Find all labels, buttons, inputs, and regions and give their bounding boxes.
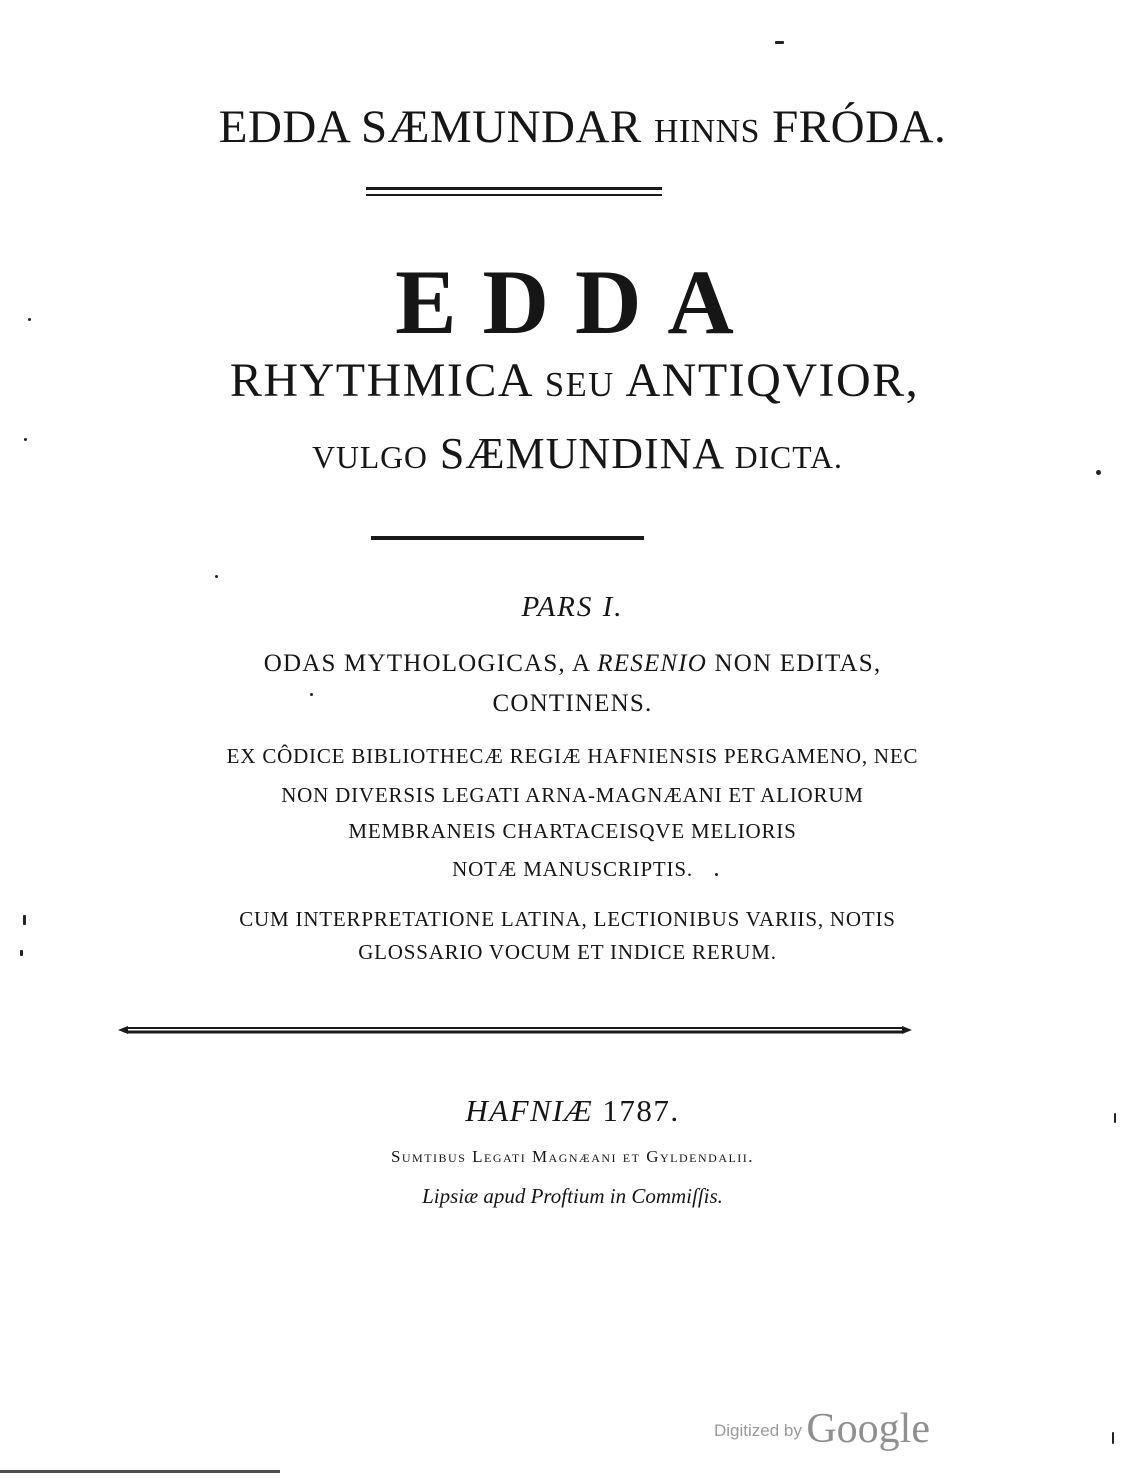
single-rule-divider — [371, 536, 644, 540]
odas-text: NON EDITAS, — [714, 650, 882, 677]
cum-line: CUM INTERPRETATIONE LATINA, LECTIONIBUS VARIIS, NOTIS — [239, 907, 896, 931]
scan-speck — [28, 318, 31, 321]
scan-speck — [1112, 1432, 1114, 1444]
main-title: EDDA — [395, 251, 760, 353]
digitized-watermark — [714, 1405, 930, 1453]
scan-speck — [23, 915, 26, 925]
running-title-part3: FRÓDA. — [772, 101, 947, 153]
subtitle-word: SEU — [544, 366, 615, 404]
subtitle-word: SÆMUNDINA — [439, 429, 723, 478]
imprint-publisher: Sumtibus Legati Magnæani et Gyldendalii. — [390, 1147, 755, 1166]
scan-speck — [1096, 470, 1101, 475]
subtitle-line-2 — [0, 429, 1125, 478]
codice-line: EX CÔDICE BIBLIOTHECÆ REGIÆ HAFNIENSIS PERGAMENO, NEC — [226, 744, 919, 768]
ornamental-rule-divider — [118, 1024, 912, 1036]
imprint-commission: Lipsiæ apud Proftium in Commiſſis. — [422, 1184, 723, 1208]
subtitle-line-1 — [0, 354, 1125, 407]
subtitle-word: RHYTHMICA — [229, 354, 532, 407]
subtitle-word: ANTIQVIOR, — [625, 354, 920, 407]
imprint-year: 1787. — [602, 1093, 680, 1128]
scan-speck — [715, 873, 718, 876]
double-rule-divider — [366, 187, 662, 196]
pars-heading: PARS I. — [521, 591, 624, 623]
codice-line: NON DIVERSIS LEGATI ARNA-MAGNÆANI ET ALIORUM — [281, 783, 864, 807]
subtitle-word: VULGO — [312, 440, 428, 475]
odas-line-2: CONTINENS. — [492, 690, 653, 717]
imprint-place-year — [0, 1095, 1125, 1126]
watermark-prefix: Digitized by — [714, 1421, 802, 1440]
scan-speck — [215, 575, 218, 578]
scan-speck — [20, 950, 23, 956]
scan-speck — [775, 41, 784, 44]
odas-line-1 — [0, 651, 1125, 676]
cum-line: GLOSSARIO VOCUM ET INDICE RERUM. — [358, 940, 777, 964]
scan-speck — [310, 693, 313, 696]
odas-text-italic: RESENIO — [597, 650, 708, 677]
scan-speck — [24, 438, 27, 441]
odas-text: ODAS MYTHOLOGICAS, A — [263, 650, 590, 677]
running-title-part1: EDDA SÆMUNDAR — [218, 101, 642, 153]
running-title — [0, 101, 1125, 153]
imprint-place: HAFNIÆ — [465, 1093, 594, 1128]
codice-line: MEMBRANEIS CHARTACEISQVE MELIORIS — [348, 819, 797, 843]
scan-speck — [1114, 1113, 1116, 1123]
scan-speck — [0, 1470, 280, 1473]
running-title-part2: HINNS — [654, 113, 760, 150]
codice-line: NOTÆ MANUSCRIPTIS. — [452, 857, 693, 881]
watermark-brand: Google — [806, 1406, 930, 1452]
subtitle-word: DICTA. — [734, 440, 843, 475]
